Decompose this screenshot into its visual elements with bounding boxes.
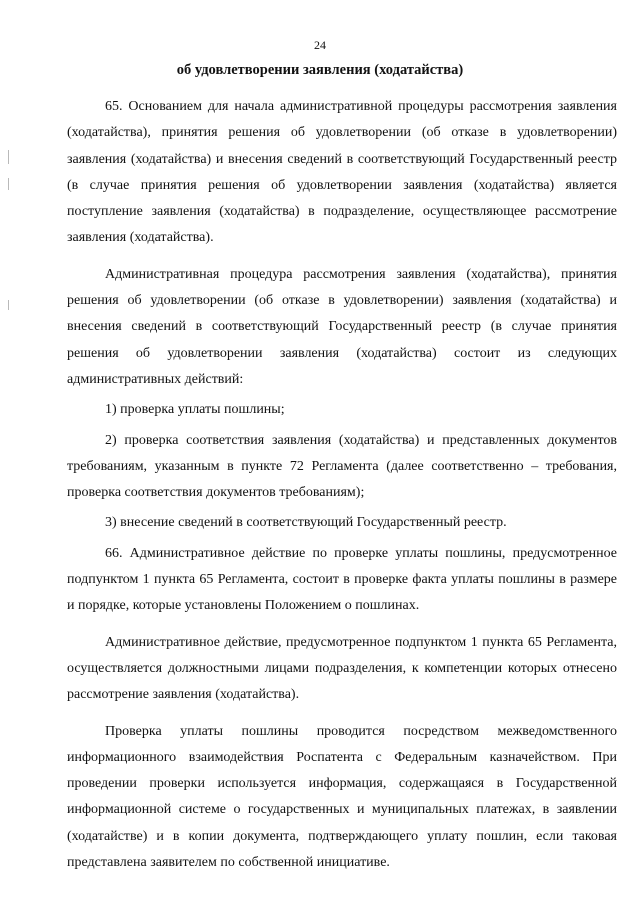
paragraph-responsible-officers: Административное действие, предусмотренное подпунктом 1 пункта 65 Регламента, осуществляется должностными лицами подразделения, к компетенции которых отнесено рассмотрение заявления (ходатайства). <box>67 634 617 703</box>
scan-margin-mark <box>8 150 9 164</box>
paragraph-66: 66. Административное действие по проверке уплаты пошлины, предусмотренное подпунктом 1 пункта 65 Регламента, состоит в проверке факта уплаты пошлины в размере и порядке, которые установлены Положением о пошлинах. <box>67 545 617 614</box>
scan-margin-mark <box>8 300 9 310</box>
paragraph-procedure-intro: Административная процедура рассмотрения заявления (ходатайства), принятия решения об удовлетворении (об отказе в удовлетворении) заявления (ходатайства) и внесения сведений в соответствующий Государственный реестр (в случае принятия решения об удовлетворении заявления (ходатайства) состоит из следующих административных действий: <box>67 266 617 387</box>
scan-margin-mark <box>8 178 9 190</box>
body-text <box>67 94 617 886</box>
paragraph-65: 65. Основанием для начала административной процедуры рассмотрения заявления (ходатайства), принятия решения об удовлетворении (об отказе в удовлетворении) заявления (ходатайства) и внесения сведений в соответствующий Государственный реестр (в случае принятия решения об удовлетворении заявления (ходатайства) является поступление заявления (ходатайства) в подразделение, осуществляющее рассмотрение заявления (ходатайства). <box>67 99 617 246</box>
page-number: 24 <box>314 38 326 52</box>
list-item-3: 3) внесение сведений в соответствующий Государственный реестр. <box>105 515 507 531</box>
list-item-1: 1) проверка уплаты пошлины; <box>105 402 285 418</box>
section-title: об удовлетворении заявления (ходатайства) <box>176 62 464 78</box>
list-item-2: 2) проверка соответствия заявления (ходатайства) и представленных документов требованиям, указанным в пункте 72 Регламента (далее соответственно – требования, проверка соответствия документов требованиям); <box>67 432 617 501</box>
paragraph-payment-check: Проверка уплаты пошлины проводится посредством межведомственного информационного взаимодействия Роспатента с Федеральным казначейством. При проведении проверки используется информация, содержащаяся в Государственной информационной системе о государственных и муниципальных платежах, в заявлении (ходатайстве) и в копии документа, подтверждающего уплату пошлин, если таковая представлена заявителем по собственной инициативе. <box>67 723 617 871</box>
